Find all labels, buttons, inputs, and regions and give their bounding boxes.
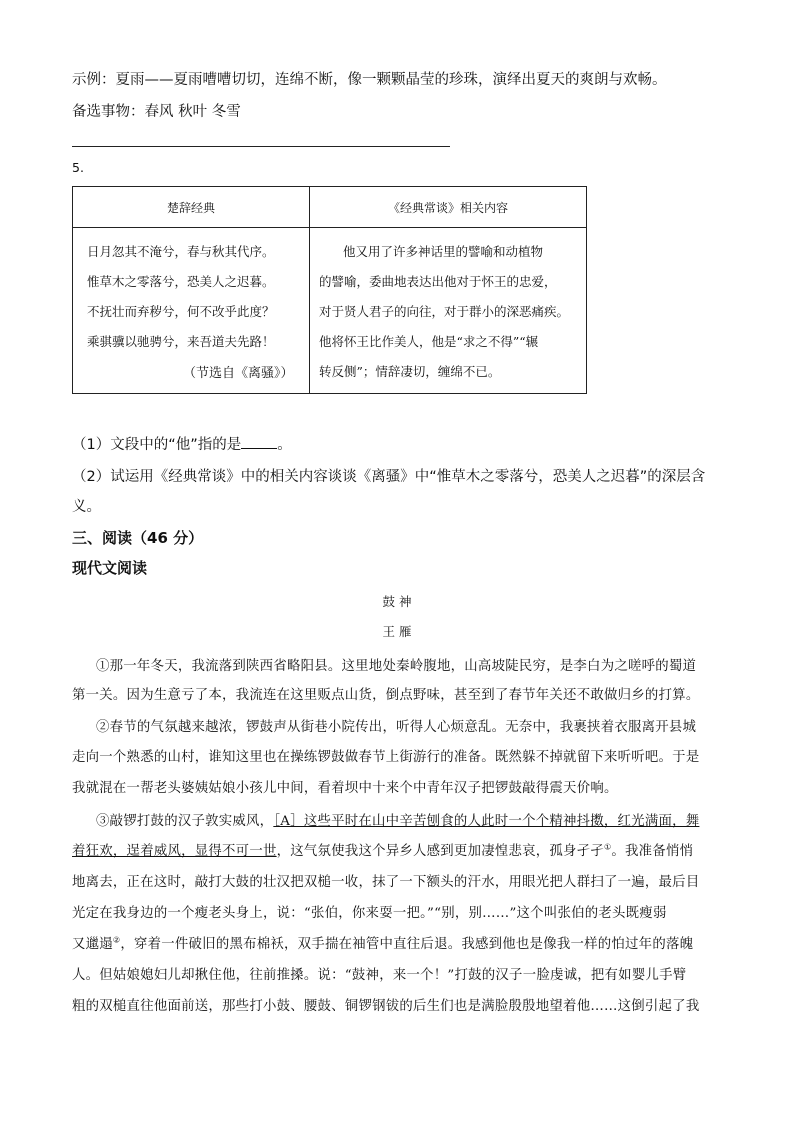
example-line: 示例：夏雨——夏雨嘈嘈切切，连绵不断，像一颗颗晶莹的珍珠，演绎出夏天的爽朗与欢畅。	[72, 72, 667, 88]
sub-question-2-line-2: 义。	[72, 499, 101, 515]
subsection-heading: 现代文阅读	[72, 559, 148, 577]
paragraph-3-line	[72, 933, 693, 952]
paragraph-1-line: ①那一年冬天，我流落到陕西省略阳县。这里地处秦岭腹地，山高坡陡民穷，是李白为之嗟呼的蜀道	[96, 659, 697, 674]
poem-source: （节选自《离骚》）	[183, 366, 294, 381]
paragraph-3-text: ，这气氛使我这个异乡人感到更加凄惶悲哀，孤身孑孑	[276, 844, 604, 859]
sub-question-1	[72, 433, 292, 454]
poem-line: 惟草木之零落兮，恐美人之迟暮。	[87, 274, 275, 289]
table-divider-horizontal	[73, 227, 586, 228]
footnote-marker: ①	[603, 842, 612, 852]
footnote-marker: ②	[112, 935, 121, 945]
answer-blank[interactable]	[241, 436, 277, 449]
sub-question-2-line-1: （2）试运用《经典常谈》中的相关内容谈谈《离骚》中“惟草木之零落兮，恐美人之迟暮”的深层含	[72, 469, 706, 485]
commentary-line: 对于贤人君子的向往，对于群小的深恶痛疾。	[319, 304, 570, 319]
commentary-line: 转反侧”；情辞凄切，缠绵不已。	[319, 364, 501, 379]
paragraph-3-line	[96, 810, 699, 829]
sub-question-1-text: （1）文段中的“他”指的是	[72, 437, 242, 453]
options-line: 备选事物：春风 秋叶 冬雪	[72, 104, 241, 120]
underlined-passage-a: ［A］这些平时在山中辛苦刨食的人此时一个个精神抖擞，红光满面，舞	[273, 814, 700, 829]
table-header-classic: 楚辞经典	[166, 201, 215, 215]
paragraph-3-line: 人。但姑娘媳妇儿却揪住他，往前推搡。说：“鼓神，来一个！”打鼓的汉子一脸虔诚，把有如婴儿手臂	[72, 968, 687, 983]
commentary-line: 他又用了许多神话里的譬喻和动植物	[343, 244, 544, 259]
paragraph-3-line: 光定在我身边的一个瘦老头身上，说：“张伯，你来耍一把。”“别，别……”这个叫张伯的老头既瘦弱	[72, 906, 667, 921]
table-header-commentary: 《经典常谈》相关内容	[387, 201, 508, 215]
question-number: 5.	[72, 160, 84, 175]
commentary-line: 他将怀王比作美人，他是“求之不得”“辗	[319, 334, 539, 349]
paragraph-2-line: 我就混在一帮老头婆姨姑娘小孩儿中间，看着坝中十来个中青年汉子把锣鼓敲得震天价响。	[72, 781, 618, 796]
paragraph-3-text: ③敲锣打鼓的汉子敦实威风，	[96, 814, 274, 829]
paragraph-2-line: ②春节的气氛越来越浓，锣鼓声从街巷小院传出，听得人心烦意乱。无奈中，我裹挟着衣服离开县城	[96, 720, 697, 735]
sub-question-1-end: 。	[277, 437, 292, 453]
paragraph-3-text: ，穿着一件破旧的黑布棉袄，双手揣在袖管中直往后退。我感到他也是像我一样的怕过年的落魄	[120, 937, 694, 952]
underlined-passage-a: 着狂欢，逞着威风，显得不可一世	[72, 844, 277, 859]
table-divider-vertical	[309, 187, 310, 393]
paragraph-1-line: 第一关。因为生意亏了本，我流连在这里贩点山货，倒点野味，甚至到了春节年关还不敢做归乡的打算。	[72, 688, 700, 703]
paragraph-3-line: 粗的双槌直往他面前送，那些打小鼓、腰鼓、铜锣钢钹的后生们也是满脸殷殷地望着他……这倒引起了我	[72, 999, 700, 1014]
paragraph-3-text: 。我准备悄悄	[611, 844, 694, 859]
section-heading: 三、阅读（46 分）	[72, 529, 204, 547]
paragraph-3-text: 又邋遢	[72, 937, 113, 952]
poem-line: 日月忽其不淹兮，春与秋其代序。	[87, 244, 275, 259]
paragraph-3-line: 地离去，正在这时，敲打大鼓的壮汉把双槌一收，抹了一下额头的汗水，用眼光把人群扫了一遍，最后目	[72, 875, 700, 890]
poem-line: 乘骐骥以驰骋兮，来吾道夫先路！	[87, 334, 275, 349]
article-author: 王 雁	[382, 624, 412, 639]
answer-line	[72, 146, 450, 147]
poem-line: 不抚壮而弃秽兮，何不改乎此度？	[87, 304, 275, 319]
paragraph-2-line: 走向一个熟悉的山村，谁知这里也在操练锣鼓做春节上街游行的准备。既然躲不掉就留下来听听吧。于是	[72, 750, 700, 765]
reference-table	[72, 186, 587, 394]
paragraph-3-line	[72, 840, 693, 859]
commentary-line: 的譬喻，委曲地表达出他对于怀王的忠爱，	[319, 274, 557, 289]
article-title: 鼓 神	[382, 594, 412, 609]
